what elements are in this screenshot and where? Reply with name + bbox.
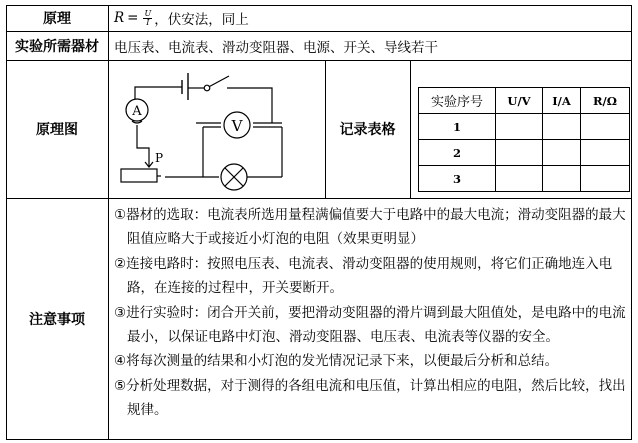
voltage-cell [496, 114, 543, 140]
note-item: ①器材的选取：电流表所选用量程满偏值要大于电路中的最大电流；滑动变阻器的最大阻值应略大于或接近小灯泡的电阻（效果更明显） [114, 207, 626, 248]
trial-number-cell: 2 [419, 140, 496, 166]
principle-text: ，伏安法，同上 [154, 12, 249, 28]
current-cell [543, 140, 581, 166]
voltmeter-symbol: V [231, 117, 243, 135]
resistance-cell [581, 114, 630, 140]
formula-numerator: U [144, 8, 152, 18]
principle-content [114, 5, 249, 31]
formula-equals: = [127, 10, 139, 26]
voltage-cell [496, 166, 543, 192]
slider-label: P [154, 151, 164, 165]
header-resistance: R/Ω [581, 88, 630, 114]
table-row [419, 166, 630, 192]
resistance-cell [581, 166, 630, 192]
diagram-label: 原理图 [36, 122, 78, 138]
column-divider [410, 60, 411, 198]
note-item: ⑤分析处理数据，对于测得的各组电流和电压值，计算出相应的电阻，然后比较，找出规律。 [114, 377, 626, 419]
note-item: ③进行实验时：闭合开关前，要把滑动变阻器的滑片调到最大阻值处，是电路中的电流最小，以保证电路中灯泡、滑动变阻器、电压表、电流表等仪器的安全。 [114, 304, 626, 346]
trial-number-cell: 3 [419, 166, 496, 192]
record-table-header [419, 88, 630, 114]
trial-number-cell: 1 [419, 114, 496, 140]
notes-label: 注意事项 [29, 312, 85, 328]
record-table-label: 记录表格 [339, 122, 396, 138]
equipment-content: 电压表、电流表、滑动变阻器、电源、开关、导线若干 [114, 39, 438, 56]
current-cell [543, 114, 581, 140]
note-item: ④将每次测量的结果和小灯泡的发光情况记录下来，以便最后分析和总结。 [114, 353, 559, 370]
ammeter-symbol: A [132, 104, 142, 119]
note-item: ②连接电路时：按照电压表、电流表、滑动变阻器的使用规则，将它们正确地连入电路，在连接的过程中，开关要断开。 [114, 255, 613, 297]
circuit-diagram [108, 60, 325, 198]
notes-list [114, 203, 630, 423]
formula-denominator: I [146, 17, 150, 27]
formula-fraction [143, 10, 152, 27]
equipment-label: 实验所需器材 [15, 38, 99, 55]
table-row [419, 140, 630, 166]
table-row [419, 114, 630, 140]
current-cell [543, 166, 581, 192]
header-trial-number: 实验序号 [419, 88, 496, 114]
header-voltage: U/V [496, 88, 543, 114]
header-current: I/A [543, 88, 581, 114]
formula-r: R [114, 10, 125, 26]
voltage-cell [496, 140, 543, 166]
principle-label: 原理 [43, 11, 71, 27]
resistance-cell [581, 140, 630, 166]
record-table [418, 87, 630, 192]
